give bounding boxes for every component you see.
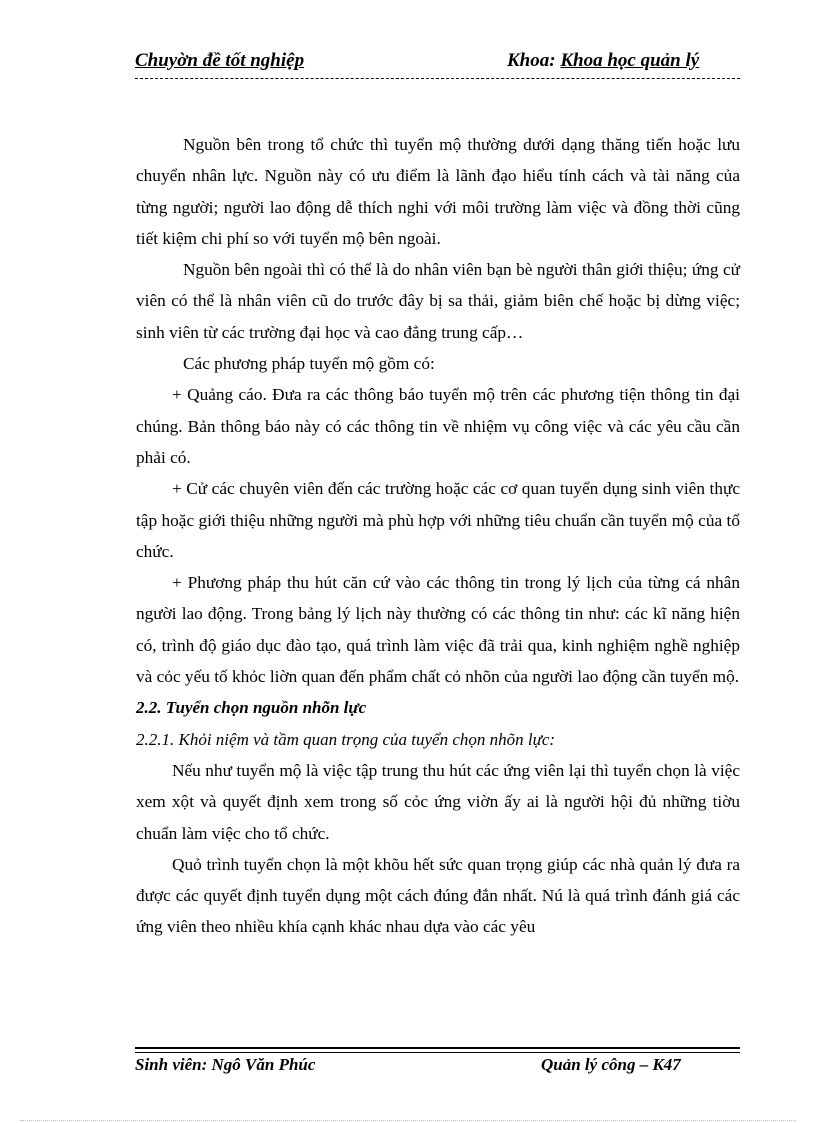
paragraph-selection-importance: Quỏ trình tuyển chọn là một khõu hết sức quan trọng giúp các nhà quản lý đưa ra được các quyết định tuyển dụng một cách đúng đắn nhất. Nú là quá trình đánh giá các ứng viên theo nhiều khía cạnh khác nhau dựa vào các yêu [136,854,740,937]
page-footer [135,1055,740,1079]
paragraph-method-advertising: + Quảng cáo. Đưa ra các thông báo tuyển mộ trên các phương tiện thông tin đại chúng. Bản thông báo này có các thông tin về nhiệm vụ công việc và các yêu cầu cần phải có. [136,385,740,467]
section-heading: 2.2. Tuyển chọn nguồn nhõn lực [136,698,367,718]
footer-divider-thick [135,1047,740,1049]
paragraph-internal-source: Nguồn bên trong tổ chức thì tuyển mộ thường dưới dạng thăng tiến hoặc lưu chuyển nhân lực. Nguồn này có ưu điểm là lãnh đạo hiểu tính cách và tài năng của từng người; người lao động dễ thích nghi với môi trường làm việc và đồng thời cũng tiết kiệm chi phí so với tuyển mộ bên ngoài. [136,135,740,248]
paragraph-methods-intro: Các phương pháp tuyển mộ gồm có: [183,354,435,374]
subsection-heading: 2.2.1. Khỏi niệm và tầm quan trọng của tuyển chọn nhõn lực: [136,729,556,749]
footer-class: Quản lý công – K47 [541,1055,681,1074]
footer-divider-thin [135,1052,740,1053]
header-title: Chuyờn đề tốt nghiệp [135,50,305,71]
paragraph-method-specialists: + Cử các chuyên viên đến các trường hoặc các cơ quan tuyển dụng sinh viên thực tập hoặc giới thiệu những người mà phù hợp với những tiêu chuẩn cần tuyển mộ của tổ chức. [136,479,740,561]
page-header [135,48,740,79]
paragraph-selection-definition: Nếu như tuyển mộ là việc tập trung thu hút các ứng viên lại thì tuyển chọn là việc xem xột và quyết định xem trong số cỏc ứng viờn ấy ai là người hội đủ những tiờu chuẩn làm việc cho tổ chức. [136,760,740,843]
paragraph-method-resume: + Phương pháp thu hút căn cứ vào các thông tin trong lý lịch của từng cá nhân người lao động. Trong bảng lý lịch này thường có các thông tin như: các kĩ năng hiện có, trình độ giáo dục đào tạo, quá trình làm việc đã trải qua, kinh nghiệm nghề nghiệp và cỏc yếu tố khỏc liờn quan đến phẩm chất cỏ nhõn của người lao động cần tuyển mộ. [136,573,740,687]
header-department-prefix: Khoa: [507,50,561,71]
footer-student: Sinh viên: Ngô Văn Phúc [135,1055,316,1074]
paragraph-external-source: Nguồn bên ngoài thì có thể là do nhân viên bạn bè người thân giới thiệu; ứng cử viên có thể là nhân viên cũ do trước đây bị sa thải, giảm biên chế hoặc bị dừng việc; sinh viên từ các trường đại học và cao đẳng trung cấp… [136,260,740,342]
page-edge-divider [20,1120,796,1121]
header-department-name: Khoa học quản lý [560,50,700,71]
header-department [507,50,699,72]
document-body [136,129,740,943]
